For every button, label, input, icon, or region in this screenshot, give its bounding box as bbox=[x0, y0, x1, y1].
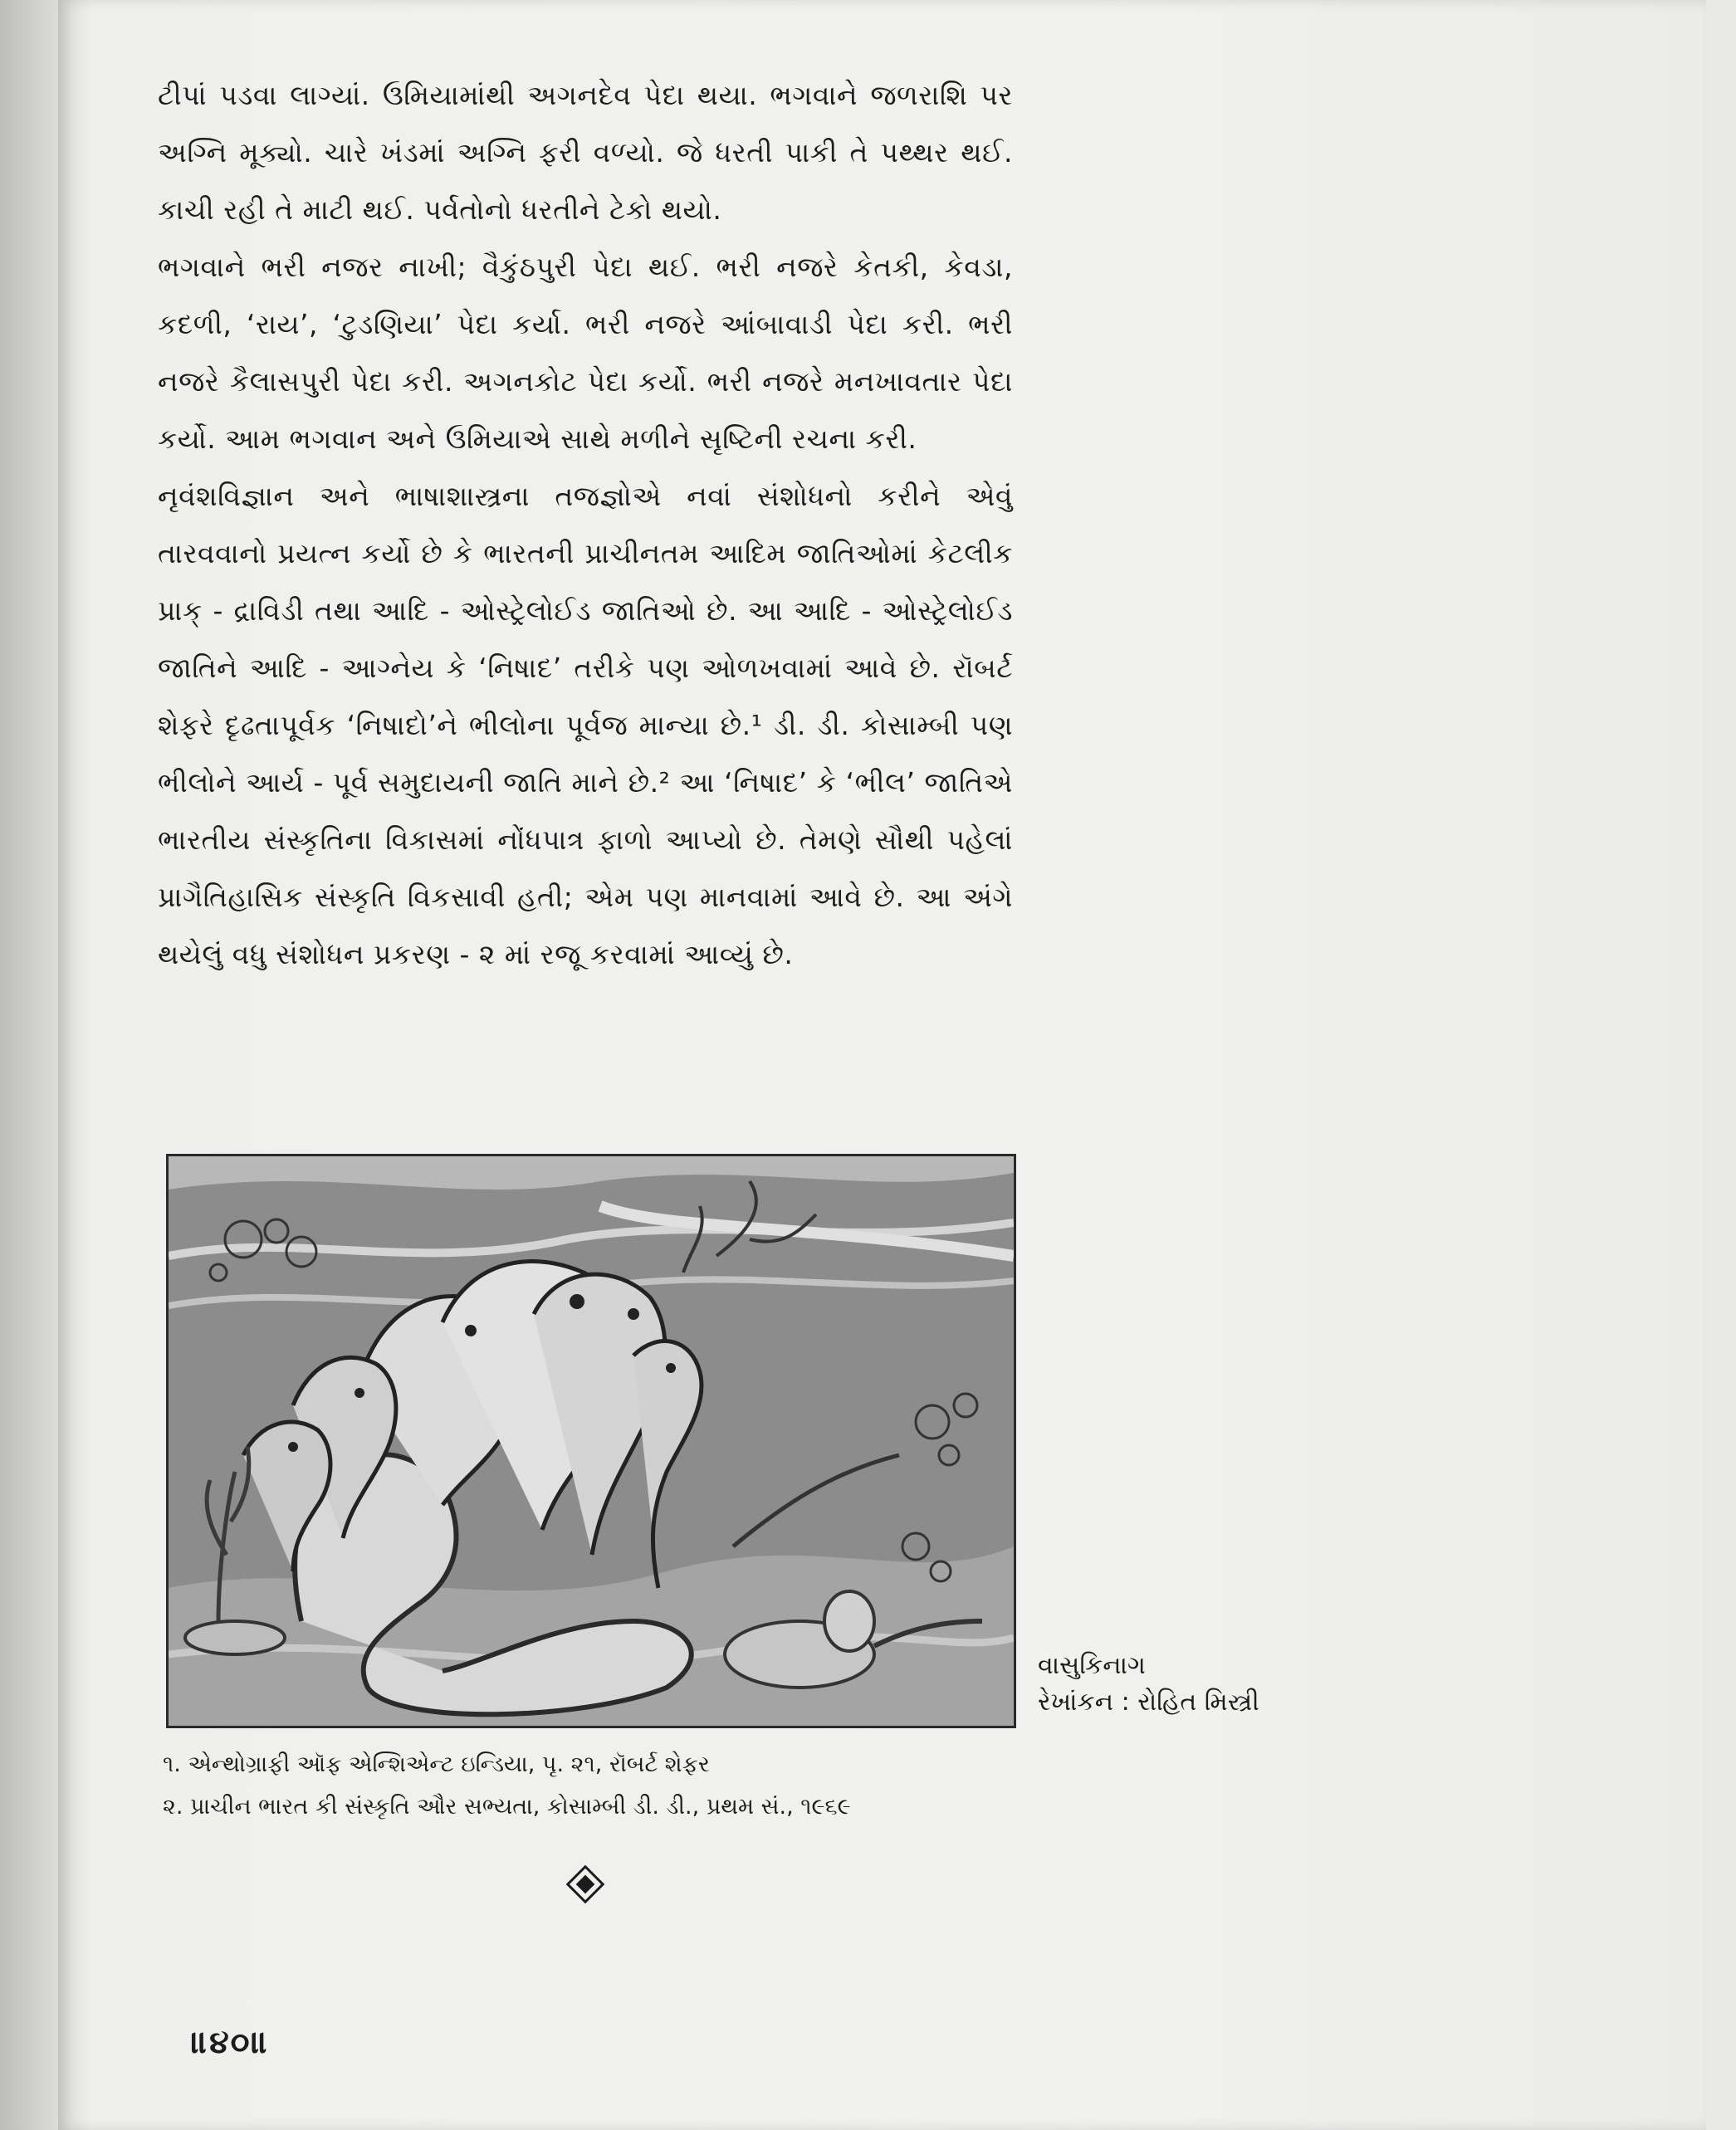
footnote-2: ૨. પ્રાચીન ભારત કી સંસ્કૃતિ ઔર સભ્યતા, કોસામ્બી ડી. ડી., પ્રથમ સં., ૧૯૬૯ bbox=[163, 1794, 851, 1820]
paragraph-3: નૃવંશવિજ્ઞાન અને ભાષાશાસ્ત્રના તજજ્ઞોએ નવાં સંશોધનો કરીને એવું તારવવાનો પ્રયત્ન કર્યો છે કે ભારતની પ્રાચીનતમ આદિમ જાતિઓમાં કેટલીક પ્રાક્ - દ્રાવિડી તથા આદિ - ઓસ્ટ્રેલોઈડ જાતિઓ છે. આ આદિ - ઓસ્ટ્રેલોઈડ જાતિને આદિ - આગ્નેય કે ‘નિષાદ’ તરીકે પણ ઓળખવામાં આવે છે. રૉબર્ટ શેફરે દૃઢતાપૂર્વક ‘નિષાદો’ને ભીલોના પૂર્વજ માન્યા છે.¹ ડી. ડી. કોસામ્બી પણ ભીલોને આર્ય - પૂર્વ સમુદાયની જાતિ માને છે.² આ ‘નિષાદ’ કે ‘ભીલ’ જાતિએ ભારતીય સંસ્કૃતિના વિકાસમાં નોંધપાત્ર ફાળો આપ્યો છે. તેમણે સૌથી પહેલાં પ્રાગૈતિહાસિક સંસ્કૃતિ વિકસાવી હતી; એમ પણ માનવામાં આવે છે. આ અંગે થયેલું વધુ સંશોધન પ્રકરણ - ૨ માં રજૂ કરવામાં આવ્યું છે. bbox=[158, 480, 1013, 970]
illustration-drawing bbox=[169, 1156, 1014, 1726]
paragraph-1: ટીપાં પડવા લાગ્યાં. ઉમિયામાંથી અગનદેવ પેદા થયા. ભગવાને જળરાશિ પર અગ્નિ મૂક્યો. ચારે ખંડમાં અગ્નિ ફરી વળ્યો. જે ધરતી પાકી તે પથ્થર થઈ. કાચી રહી તે માટી થઈ. પર્વતોનો ધરતીને ટેકો થયો. bbox=[158, 79, 1013, 226]
caption-credit: રેખાંકન : રોહિત મિસ્ત્રી bbox=[1038, 1688, 1259, 1717]
paragraph-2: ભગવાને ભરી નજર નાખી; વૈકુંઠપુરી પેદા થઈ. ભરી નજરે કેતકી, કેવડા, કદળી, ‘રાય’, ‘ટુડણિયા’ પેદા કર્યા. ભરી નજરે આંબાવાડી પેદા કરી. ભરી નજરે કૈલાસપુરી પેદા કરી. અગનકોટ પેદા કર્યો. ભરી નજરે મનખાવતાર પેદા કર્યો. આમ ભગવાન અને ઉમિયાએ સાથે મળીને સૃષ્ટિની રચના કરી. bbox=[158, 251, 1013, 455]
diamond-ornament-icon bbox=[565, 1864, 606, 1905]
figure-caption bbox=[1038, 1648, 1259, 1721]
page-number: ॥૪૦॥ bbox=[191, 2024, 270, 2060]
caption-title: વાસુકિનાગ bbox=[1038, 1651, 1146, 1680]
body-text bbox=[158, 66, 1013, 983]
vasuki-naga-illustration bbox=[166, 1154, 1016, 1728]
book-spine bbox=[0, 0, 58, 2130]
footnote-1: ૧. એન્થોગ્રાફી ઑફ એન્શિએન્ટ ઇન્ડિયા, પૃ. ૨૧, રૉબર્ટ શેફર bbox=[163, 1751, 710, 1777]
footnotes bbox=[163, 1743, 1076, 1828]
